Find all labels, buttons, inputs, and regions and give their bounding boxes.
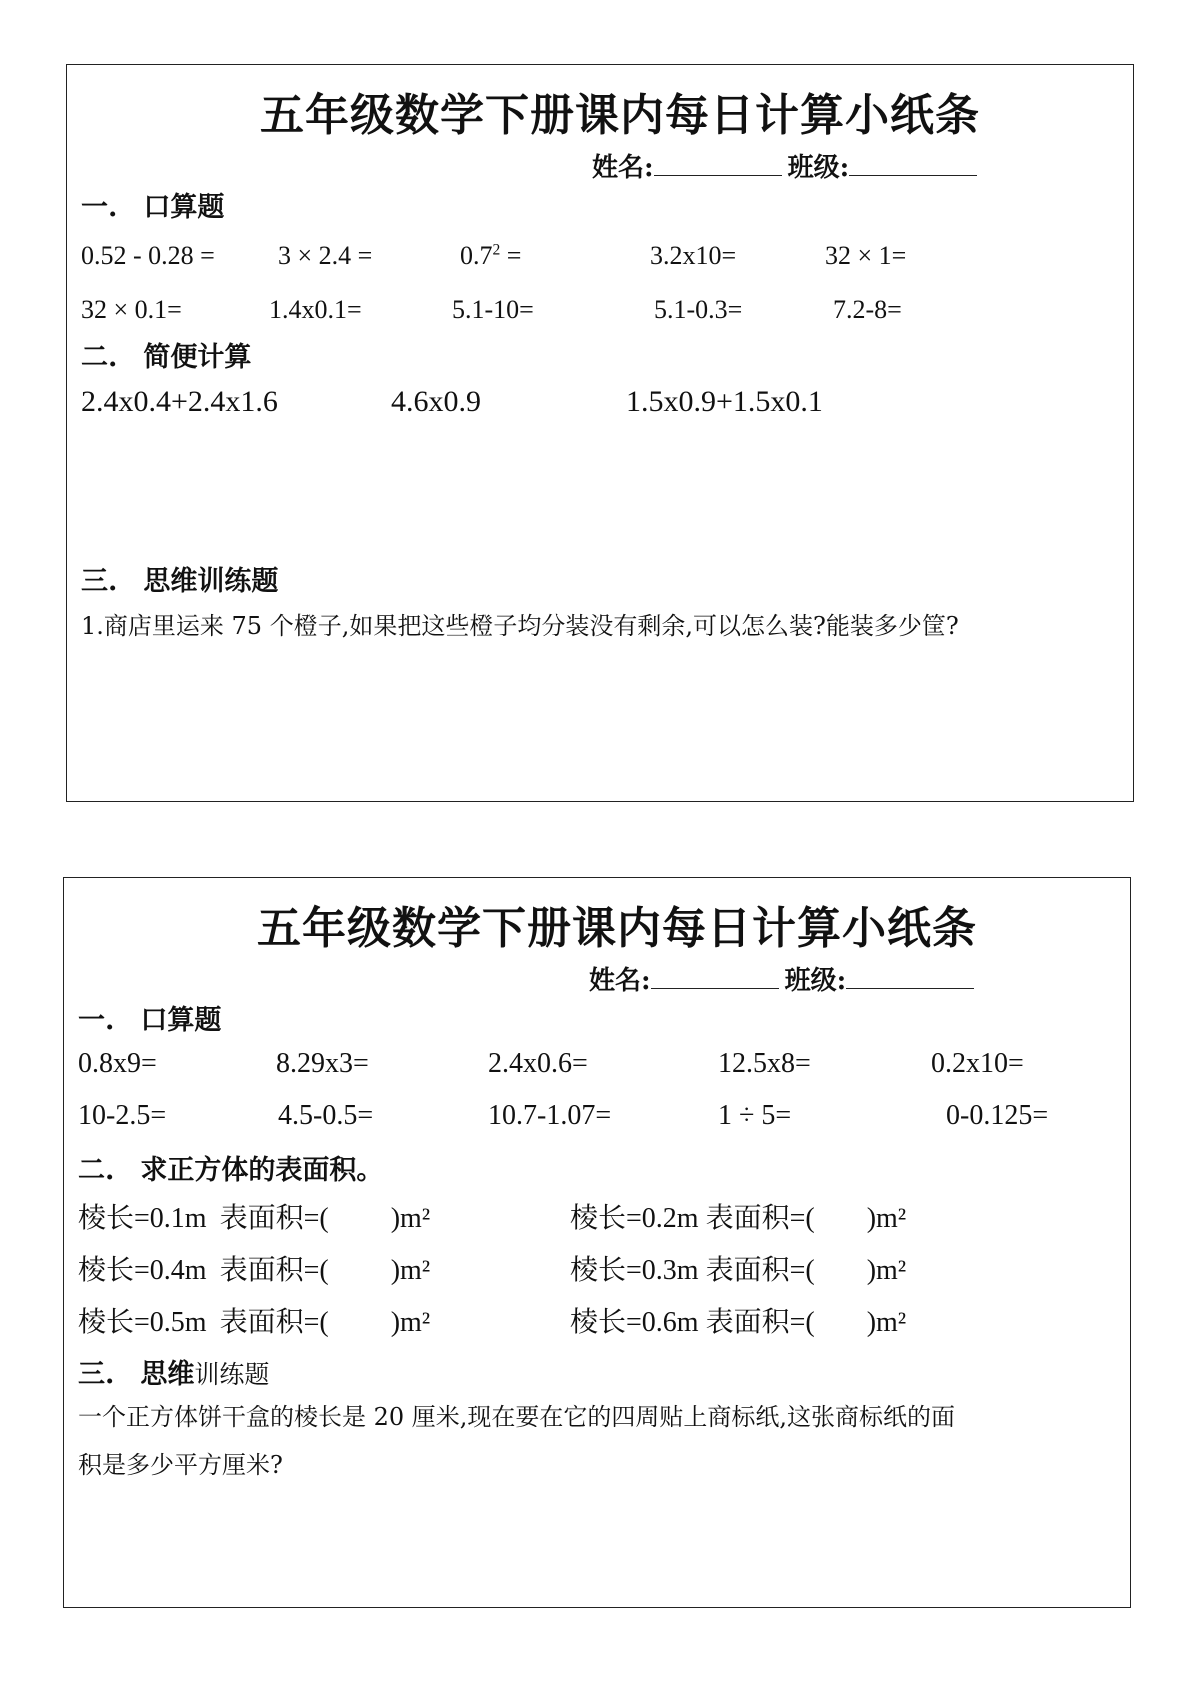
class-label: 班级:	[784, 966, 847, 996]
oral-item: 0.52 - 0.28 =	[81, 241, 215, 270]
thinking-question-line-2: 积是多少平方厘米?	[78, 1451, 283, 1479]
area-label: 表面积=(	[219, 1255, 329, 1286]
section-title-bold: 思维	[140, 1359, 195, 1390]
section-title: 口算题	[140, 1005, 222, 1036]
oral-item: 7.2-8=	[833, 295, 902, 324]
oral-item: $0.7^2$ =	[460, 241, 522, 270]
oral-item: 0.2x10=	[931, 1048, 1024, 1079]
area-unit: )m²	[866, 1203, 907, 1234]
area-unit: )m²	[866, 1255, 907, 1286]
area-label: 表面积=(	[705, 1307, 815, 1338]
simplify-item: 1.5x0.9+1.5x0.1	[626, 385, 823, 418]
section-number: 三.	[78, 1359, 115, 1390]
oral-item: 10.7-1.07=	[488, 1100, 612, 1131]
oral-item: 2.4x0.6=	[488, 1048, 588, 1079]
oral-item: 32 × 1=	[825, 241, 907, 270]
oral-item: 4.5-0.5=	[278, 1100, 374, 1131]
oral-item: 5.1-10=	[452, 295, 534, 324]
worksheet-card-1	[66, 64, 1134, 802]
thinking-question-line-1: 一个正方体饼干盒的棱长是 20 厘米,现在要在它的四周贴上商标纸,这张商标纸的面	[78, 1403, 956, 1431]
edge-length: 棱长=0.3m	[570, 1255, 699, 1286]
simplify-item: 4.6x0.9	[391, 385, 481, 418]
section-heading-thinking	[78, 1352, 269, 1391]
section-heading-thinking	[81, 559, 278, 598]
name-blank[interactable]	[654, 151, 782, 176]
edge-length: 棱长=0.5m	[78, 1307, 207, 1338]
simplify-item: 2.4x0.4+2.4x1.6	[81, 385, 278, 418]
oral-item: 1.4x0.1=	[269, 295, 362, 324]
surface-area-item	[570, 1248, 906, 1288]
area-label: 表面积=(	[219, 1307, 329, 1338]
oral-item: 0-0.125=	[946, 1100, 1049, 1131]
section-title: 思维训练题	[143, 566, 279, 597]
class-blank[interactable]	[846, 964, 974, 989]
name-class-row	[589, 960, 980, 997]
oral-item: 3 × 2.4 =	[278, 241, 373, 270]
worksheet-title: 五年级数学下册课内每日计算小纸条	[257, 903, 977, 954]
surface-area-item	[78, 1248, 430, 1288]
oral-item: 3.2x10=	[650, 241, 737, 270]
edge-length: 棱长=0.1m	[78, 1203, 207, 1234]
class-blank[interactable]	[849, 151, 977, 176]
worksheet-title: 五年级数学下册课内每日计算小纸条	[260, 90, 980, 141]
oral-item: 1 ÷ 5=	[718, 1100, 792, 1131]
surface-area-item	[570, 1196, 906, 1236]
area-label: 表面积=(	[219, 1203, 329, 1234]
area-unit: )m²	[390, 1255, 431, 1286]
section-heading-simplify	[81, 335, 251, 374]
oral-item: 32 × 0.1=	[81, 295, 182, 324]
oral-item: 12.5x8=	[718, 1048, 811, 1079]
section-heading-oral	[81, 185, 224, 224]
section-title: 求正方体的表面积。	[140, 1155, 384, 1186]
oral-item: 10-2.5=	[78, 1100, 167, 1131]
section-heading-oral	[78, 998, 221, 1037]
name-class-row	[592, 147, 983, 184]
edge-length: 棱长=0.4m	[78, 1255, 207, 1286]
section-number: 三.	[81, 566, 118, 597]
edge-length: 棱长=0.2m	[570, 1203, 699, 1234]
section-title: 口算题	[143, 192, 225, 223]
section-title-rest: 训练题	[194, 1360, 270, 1389]
edge-length: 棱长=0.6m	[570, 1307, 699, 1338]
section-number: 一.	[78, 1005, 115, 1036]
section-title: 简便计算	[143, 342, 252, 373]
surface-area-item	[78, 1196, 430, 1236]
area-label: 表面积=(	[705, 1255, 815, 1286]
section-number: 一.	[81, 192, 118, 223]
area-label: 表面积=(	[705, 1203, 815, 1234]
oral-item: 0.8x9=	[78, 1048, 157, 1079]
class-label: 班级:	[787, 153, 850, 183]
area-unit: )m²	[866, 1307, 907, 1338]
area-unit: )m²	[390, 1203, 431, 1234]
oral-item: 5.1-0.3=	[654, 295, 743, 324]
section-heading-surface-area	[78, 1148, 383, 1187]
section-number: 二.	[81, 342, 118, 373]
oral-item: 8.29x3=	[276, 1048, 369, 1079]
area-unit: )m²	[390, 1307, 431, 1338]
section-number: 二.	[78, 1155, 115, 1186]
name-blank[interactable]	[651, 964, 779, 989]
name-label: 姓名:	[589, 966, 651, 996]
worksheet-card-2	[63, 877, 1131, 1608]
thinking-question: 1.商店里运来 75 个橙子,如果把这些橙子均分装没有剩余,可以怎么装?能装多少筐?	[81, 612, 959, 640]
surface-area-item	[78, 1300, 430, 1340]
surface-area-item	[570, 1300, 906, 1340]
name-label: 姓名:	[592, 153, 654, 183]
